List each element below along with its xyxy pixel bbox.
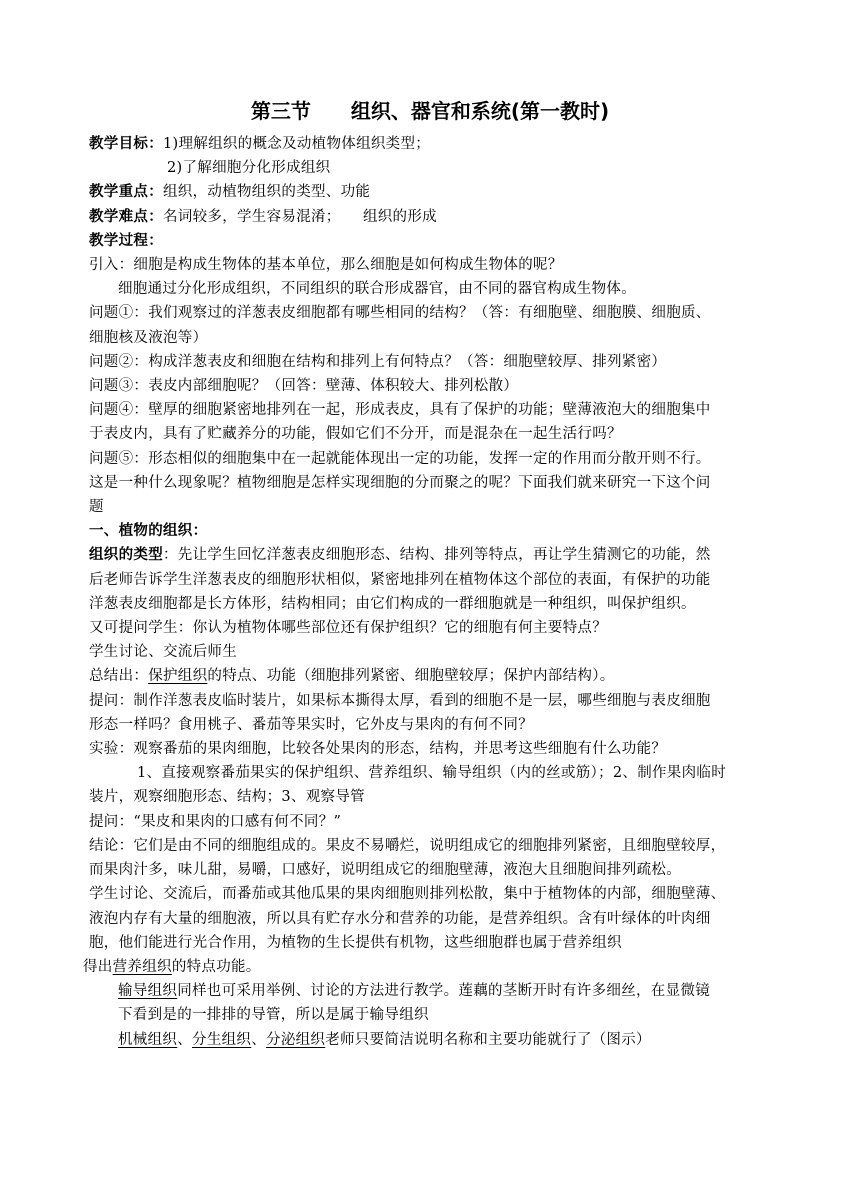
difficulties-text: 名词较多，学生容易混淆； 组织的形成 (163, 208, 437, 225)
objectives-line-1 (89, 132, 860, 156)
summary-line (89, 664, 860, 688)
discussion-2-line-1: 学生讨论、交流后，而番茄或其他瓜果的果肉细胞则排列松散，集中于植物体的内部，细胞壁薄、 (89, 886, 726, 903)
meristematic-tissue-term: 分生组织 (192, 1031, 252, 1048)
question-1-line-2: 细胞核及液泡等） (89, 329, 208, 346)
discussion-1: 学生讨论、交流后师生 (89, 644, 237, 661)
question-5-line-1: 问题⑤：形态相似的细胞集中在一起就能体现出一定的功能，发挥一定的作用而分散开则不行。 (89, 450, 711, 467)
question-5-line-3: 题 (89, 499, 104, 516)
secretory-tissue-term: 分泌组织 (266, 1031, 326, 1048)
summary-prefix: 总结出： (89, 668, 149, 685)
question-4-line-2: 于表皮内，具有了贮藏养分的功能，假如它们不分开，而是混杂在一起生活行吗？ (89, 426, 622, 443)
mechanical-tissue-term: 机械组织 (118, 1031, 178, 1048)
difficulties-label: 教学难点： (89, 208, 163, 225)
tissue-types-text: ：先让学生回忆洋葱表皮细胞形态、结构、排列等特点，再让学生猜测它的功能，然 (163, 547, 711, 564)
question-2: 问题②：构成洋葱表皮和细胞在结构和排列上有何特点？（答：细胞壁较厚、排列紧密） (89, 353, 667, 370)
conductive-line-2: 下看到是的一排排的导管，所以是属于输导组织 (118, 1007, 429, 1024)
difficulties-line (89, 205, 860, 229)
tissue-types-line-3: 洋葱表皮细胞都是长方体形，结构相同；由它们构成的一群细胞就是一种组织，叫保护组织。 (89, 595, 696, 612)
objectives-label: 教学目标： (89, 136, 163, 152)
ask-3: 提问：“果皮和果肉的口感有何不同？” (89, 813, 342, 830)
section-heading-plant-tissue: 一、植物的组织： (89, 523, 208, 540)
process-label: 教学过程： (89, 232, 163, 249)
question-4-line-1: 问题④：壁厚的细胞紧密地排列在一起，形成表皮，具有了保护的功能；壁薄液泡大的细胞集中 (89, 402, 711, 419)
conclusion-line-1: 结论：它们是由不同的细胞组成的。果皮不易嚼烂，说明组成它的细胞排列紧密，且细胞壁较厚， (89, 837, 726, 854)
protective-tissue-term: 保护组织 (148, 668, 208, 685)
other-tissues-text: 老师只要简洁说明名称和主要功能就行了（图示） (325, 1031, 651, 1048)
conclusion-line-2: 而果肉汁多，味儿甜，易嚼，口感好，说明组成它的细胞壁薄，液泡大且细胞间排列疏松。 (89, 862, 681, 879)
question-3: 问题③：表皮内部细胞呢？（回答：壁薄、体积较大、排列松散） (89, 378, 519, 395)
conductive-text: 同样也可采用举例、讨论的方法进行教学。莲藕的茎断开时有许多细丝，在显微镜 (177, 983, 710, 1000)
tissue-types-line-2: 后老师告诉学生洋葱表皮的细胞形状相似，紧密地排列在植物体这个部位的表面，有保护的功能 (89, 571, 711, 588)
intro-line-2: 细胞通过分化形成组织，不同组织的联合形成器官，由不同的器官构成生物体。 (118, 281, 636, 298)
other-tissues-line (89, 1028, 860, 1052)
separator-1: 、 (177, 1031, 193, 1048)
experiment-line-3: 装片，观察细胞形态、结构；3、观察导管 (89, 789, 365, 806)
key-points-line (89, 180, 860, 204)
ask-2-line-1: 提问：制作洋葱表皮临时装片，如果标本撕得太厚，看到的细胞不是一层，哪些细胞与表皮细胞 (89, 692, 711, 709)
objectives-line-2 (89, 156, 860, 180)
nutrition-line (83, 955, 860, 979)
nutrition-prefix: 得出 (83, 958, 113, 975)
key-points-label: 教学重点： (89, 184, 163, 201)
objective-item-1: 1)理解组织的概念及动植物体组织类型； (163, 136, 431, 152)
separator-2: 、 (251, 1031, 267, 1048)
experiment-line-1: 实验：观察番茄的果肉细胞，比较各处果肉的形态，结构，并思考这些细胞有什么功能？ (89, 741, 667, 758)
discussion-2-line-3: 胞，他们能进行光合作用，为植物的生长提供有机物，这些细胞群也属于营养组织 (89, 934, 622, 951)
objective-item-2: 2)了解细胞分化形成组织 (167, 160, 331, 177)
tissue-types-label: 组织的类型 (89, 547, 163, 564)
conductive-line-1 (89, 979, 860, 1003)
conductive-tissue-term: 输导组织 (118, 983, 178, 1000)
page-title: 第三节 组织、器官和系统(第一教时) (250, 99, 610, 123)
key-points-text: 组织，动植物组织的类型、功能 (163, 184, 371, 201)
question-5-line-2: 这是一种什么现象呢？植物细胞是怎样实现细胞的分而聚之的呢？下面我们就来研究一下这个问 (89, 474, 711, 491)
experiment-line-2: 1、直接观察番茄果实的保护组织、营养组织、输导组织（内的丝或筋）；2、制作果肉临时 (137, 765, 726, 782)
nutritive-tissue-term: 营养组织 (112, 958, 172, 975)
tissue-types-line-1 (89, 543, 860, 567)
ask-students: 又可提问学生：你认为植物体哪些部位还有保护组织？它的细胞有何主要特点？ (89, 620, 607, 637)
summary-text: 的特点、功能（细胞排列紧密、细胞壁较厚；保护内部结构）。 (207, 668, 615, 685)
discussion-2-line-2: 液泡内存有大量的细胞液，所以具有贮存水分和营养的功能，是营养组织。含有叶绿体的叶肉细 (89, 910, 711, 927)
question-1-line-1: 问题①：我们观察过的洋葱表皮细胞都有哪些相同的结构？（答：有细胞壁、细胞膜、细胞质、 (89, 305, 711, 322)
ask-2-line-2: 形态一样吗？食用桃子、番茄等果实时，它外皮与果肉的有何不同？ (89, 716, 533, 733)
nutrition-text: 的特点功能。 (171, 958, 261, 975)
intro-line-1: 引入：细胞是构成生物体的基本单位，那么细胞是如何构成生物体的呢？ (89, 257, 563, 274)
